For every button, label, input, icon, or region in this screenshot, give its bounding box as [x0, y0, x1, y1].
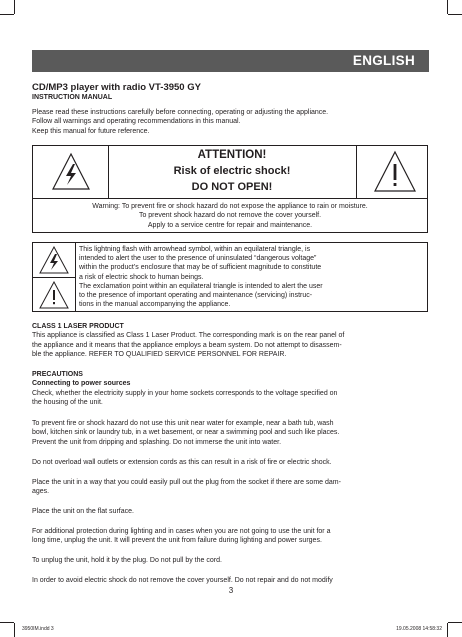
laser-heading: CLASS 1 LASER PRODUCT: [32, 323, 124, 330]
laser-section: [32, 322, 430, 360]
precaution-line: the housing of the unit.: [32, 399, 103, 407]
divider: [356, 146, 357, 198]
language-banner: [32, 50, 429, 72]
footer-timestamp: 19.05.2008 14:58:32: [396, 626, 442, 632]
precaution-line: Prevent the unit from dripping and splashing. Do not immerse the unit into water.: [32, 438, 282, 446]
precaution-paragraph: [32, 458, 430, 467]
precaution-line: For additional protection during lighting and in cases when you are not going to use the unit for a: [32, 528, 331, 535]
symbol-line: a risk of electric shock to human beings.: [79, 273, 204, 281]
product-title: CD/MP3 player with radio VT-3950 GY: [32, 82, 201, 93]
intro-paragraph: [32, 108, 430, 136]
warning-line: Warning: To prevent fire or shock hazard do not expose the appliance to rain or moisture.: [92, 203, 368, 210]
symbols-box: [32, 242, 428, 312]
precaution-paragraph: [32, 419, 430, 447]
precaution-paragraph: [32, 507, 430, 516]
language-label: ENGLISH: [352, 53, 415, 68]
intro-line: Keep this manual for future reference.: [32, 127, 150, 135]
precaution-line: ages.: [32, 488, 50, 496]
lightning-warning-icon: [51, 152, 91, 192]
precautions-heading: PRECAUTIONS: [32, 371, 83, 378]
symbol-line: The exclamation point within an equilateral triangle is intended to alert the user: [79, 282, 323, 290]
precaution-line: bowl, kitchen sink or laundry tub, in a wet basement, or near a swimming pool and such like places.: [32, 429, 340, 437]
crop-mark: [448, 622, 462, 623]
divider: [33, 277, 75, 278]
precaution-line: Place the unit on the flat surface.: [32, 508, 134, 515]
warning-text: [33, 202, 427, 230]
divider: [75, 243, 76, 311]
laser-line: This appliance is classified as Class 1 Laser Product. The corresponding mark is on the rear panel of: [32, 332, 345, 340]
precaution-line: Place the unit in a way that you could easily pull out the plug from the socket if there are some dam-: [32, 479, 341, 486]
symbol-line: to the presence of important operating and maintenance (servicing) instruc-: [79, 292, 313, 300]
intro-line: Follow all warnings and operating recommendations in this manual.: [32, 118, 241, 126]
attention-heading: ATTENTION!: [197, 149, 267, 161]
intro-line: Please read these instructions carefully before connecting, operating or adjusting the appliance.: [32, 109, 329, 116]
crop-mark: [0, 622, 14, 623]
precaution-line: In order to avoid electric shock do not remove the cover yourself. Do not repair and do not modify: [32, 577, 333, 584]
precaution-line: Do not overload wall outlets or extension cords as this can result in a risk of fire or electric shock.: [32, 459, 332, 466]
laser-line: the appliance and it means that the appliance employs a beam system. Do not attempt to disassem-: [32, 341, 342, 349]
symbol-line: tions in the manual accompanying the appliance.: [79, 301, 231, 309]
attention-box: [32, 145, 428, 233]
precaution-paragraph: [32, 556, 430, 565]
precaution-line: To unplug the unit, hold it by the plug. Do not pull by the cord.: [32, 557, 222, 564]
exclamation-warning-icon: [39, 281, 69, 309]
precautions-section: [32, 370, 430, 408]
crop-mark: [0, 14, 14, 15]
warning-line: To prevent shock hazard do not remove the cover yourself.: [138, 212, 322, 220]
manual-subtitle: INSTRUCTION MANUAL: [32, 94, 113, 101]
precaution-line: To prevent fire or shock hazard do not use this unit near water for example, near a bath tub, wash: [32, 420, 334, 427]
page-number: 3: [228, 586, 234, 595]
symbol-line: intended to alert the user to the presence of uninsulated “dangerous voltage”: [79, 255, 317, 263]
precaution-line: long time, unplug the unit. It will prevent the unit from failure during lighting and power surges.: [32, 537, 322, 545]
symbol-line: This lightning flash with arrowhead symbol, within an equilateral triangle, is: [79, 246, 311, 253]
crop-mark: [14, 623, 15, 637]
crop-mark: [447, 623, 448, 637]
connecting-subheading: Connecting to power sources: [32, 380, 131, 388]
crop-mark: [447, 0, 448, 14]
footer-filename: 3950IM.indd 3: [22, 626, 54, 632]
symbol-line: within the product’s enclosure that may be of sufficient magnitude to constitute: [79, 264, 322, 272]
precaution-paragraph: [32, 576, 430, 585]
crop-mark: [14, 0, 15, 14]
precaution-paragraph: [32, 478, 430, 497]
symbols-explanation: [79, 245, 425, 309]
warning-line: Apply to a service centre for repair and maintenance.: [147, 221, 313, 229]
risk-heading: Risk of electric shock!: [173, 165, 291, 177]
precaution-line: Check, whether the electricity supply in your home sockets corresponds to the voltage specified on: [32, 389, 338, 397]
divider: [33, 198, 427, 199]
lightning-warning-icon: [39, 246, 69, 274]
do-not-open-heading: DO NOT OPEN!: [191, 181, 273, 193]
laser-line: ble the appliance. REFER TO QUALIFIED SERVICE PERSONNEL FOR REPAIR.: [32, 351, 287, 359]
precaution-paragraph: [32, 527, 430, 546]
exclamation-warning-icon: [373, 150, 417, 194]
crop-mark: [448, 14, 462, 15]
